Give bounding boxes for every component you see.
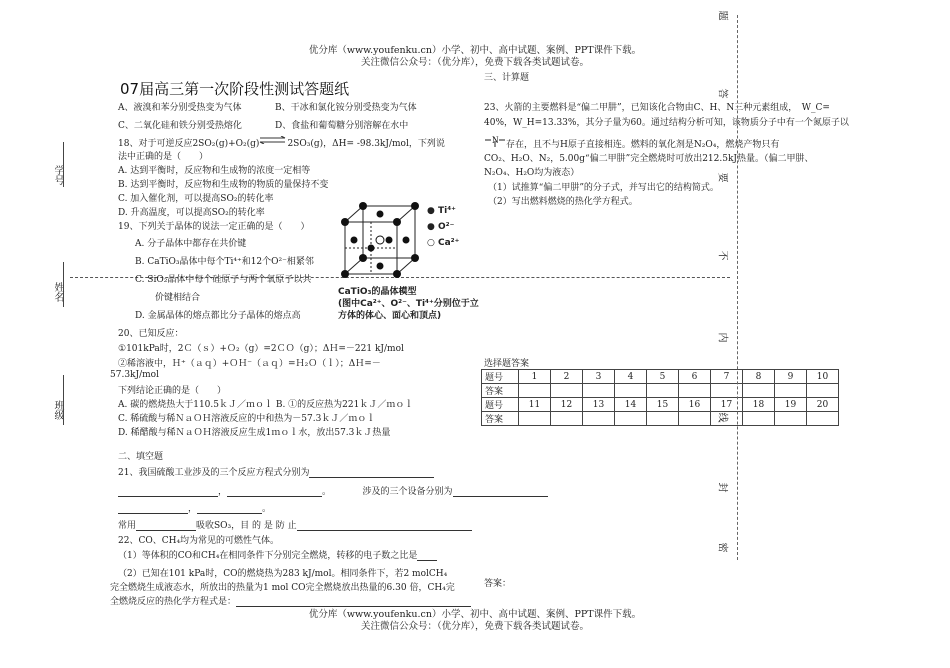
answer-cell[interactable] xyxy=(647,384,679,398)
crystal-caption-3: 方体的体心、面心和顶点) xyxy=(338,311,442,321)
question-number-cell: 7 xyxy=(711,370,743,384)
question-number-cell: 17 xyxy=(711,398,743,412)
question-number-cell: 13 xyxy=(583,398,615,412)
crystal-model-figure xyxy=(335,200,425,285)
answer-cell[interactable] xyxy=(519,412,551,426)
equilibrium-arrow-icon xyxy=(259,136,287,147)
q19-option-c: C. SiO₂晶体中每个硅原子与两个氧原子以共 xyxy=(135,275,312,285)
q21-line-1: 21、我国硫酸工业涉及的三个反应方程式分别为 xyxy=(118,465,434,478)
q23-question-1: （1）试推算“偏二甲肼”的分子式，并写出它的结构简式。 xyxy=(488,183,719,193)
q21-blank-1[interactable] xyxy=(309,466,434,478)
answer-cell[interactable] xyxy=(583,384,615,398)
crystal-caption-1: CaTiO₃的晶体模型 xyxy=(338,287,417,297)
question-number-cell: 15 xyxy=(647,398,679,412)
footer-line-2: 关注微信公众号：（优分库），免费下载各类试题试卷。 xyxy=(360,621,589,632)
question-number-cell: 6 xyxy=(679,370,711,384)
answer-cell[interactable] xyxy=(583,412,615,426)
q20-stem: 20、已知反应： xyxy=(118,329,184,339)
student-no-label: 学号 xyxy=(52,165,63,185)
q18-option-c: C. 加入催化剂，可以提高SO₂的转化率 xyxy=(118,194,274,204)
prev-option-b: B、干冰和氯化铵分别受热变为气体 xyxy=(275,103,417,113)
answer-cell[interactable] xyxy=(679,412,711,426)
q19-option-d: D. 金属晶体的熔点都比分子晶体的熔点高 xyxy=(135,311,301,321)
legend-ca: ○ Ca²⁺ xyxy=(427,238,460,248)
q18-stem-2: 法中正确的是（ ） xyxy=(118,152,209,162)
prev-option-a: A、液溴和苯分别受热变为气体 xyxy=(118,103,242,113)
q23-line-2: 40%，W_H=13.33%，其分子量为60。通过结构分析可知，该物质分子中有一个氮原子以 xyxy=(484,118,849,128)
q21-blank-6[interactable] xyxy=(197,502,262,514)
answer-cell[interactable] xyxy=(807,412,839,426)
svg-text:N: N xyxy=(492,135,499,145)
answer-cell[interactable] xyxy=(743,412,775,426)
question-number-cell: 8 xyxy=(743,370,775,384)
crystal-caption-2: (图中Ca²⁺、O²⁻、Ti⁴⁺分别位于立 xyxy=(338,299,479,309)
question-number-cell: 1 xyxy=(519,370,551,384)
question-number-cell: 9 xyxy=(775,370,807,384)
table-row xyxy=(482,398,839,412)
legend-o: ● O²⁻ xyxy=(427,222,455,232)
answer-cell[interactable] xyxy=(519,384,551,398)
name-label: 姓名 xyxy=(52,282,63,302)
margin-char: 封 xyxy=(716,482,728,493)
question-number-cell: 18 xyxy=(743,398,775,412)
calc-section-title: 三、计算题 xyxy=(484,73,530,83)
q20-reaction-2-cont: 57.3kJ/mol xyxy=(110,370,159,380)
q23-line-1: 23、火箭的主要燃料是“偏二甲肼”，已知该化合物由C、H、N三种元素组成， W_C= xyxy=(484,103,830,113)
answer-label: 答案： xyxy=(484,579,512,589)
q20-ask: 下列结论正确的是（ ） xyxy=(118,386,227,396)
answer-cell[interactable] xyxy=(775,412,807,426)
q18-stem: 18、对于可逆反应2SO₂(g)+O₂(g) 2SO₃(g)，ΔH= -98.3kJ/mol，下列说 xyxy=(118,136,445,149)
q22-part-2a: （2）已知在101 kPa时，CO的燃烧热为283 kJ/mol。相同条件下，若2 molCH₄ xyxy=(118,569,448,579)
answer-cell[interactable] xyxy=(743,384,775,398)
question-number-cell: 11 xyxy=(519,398,551,412)
answer-cell[interactable] xyxy=(615,384,647,398)
q22-part-1: （1）等体积的CO和CH₄在相同条件下分别完全燃烧，转移的电子数之比是 xyxy=(118,548,437,561)
class-label: 班级 xyxy=(52,400,63,420)
row-label: 答案 xyxy=(482,412,519,426)
question-number-cell: 3 xyxy=(583,370,615,384)
name-line[interactable] xyxy=(63,262,64,307)
table-row xyxy=(482,384,839,398)
row-label: 题号 xyxy=(482,398,519,412)
q21-line-3: ， 。 xyxy=(118,501,271,514)
answer-cell[interactable] xyxy=(615,412,647,426)
q23-line-4: CO₂、H₂O、N₂，5.00g“偏二甲肼”完全燃烧时可放出212.5kJ热量。（偏二甲肼、 xyxy=(484,154,814,164)
table-row xyxy=(482,412,839,426)
answer-table-title: 选择题答案 xyxy=(484,359,530,369)
question-number-cell: 5 xyxy=(647,370,679,384)
q19-option-a: A. 分子晶体中都存在共价键 xyxy=(135,239,247,249)
row-label: 题号 xyxy=(482,370,519,384)
margin-char: 题 xyxy=(716,10,728,21)
q21-blank-2[interactable] xyxy=(118,485,218,497)
nitrogen-bond-icon xyxy=(484,133,506,150)
ti-dot-icon: ● xyxy=(427,206,435,216)
crystal-cube-icon xyxy=(335,200,425,282)
margin-char: 要 xyxy=(716,172,728,183)
q20-option-d: D. 稀醋酸与稀ＮａＯＨ溶液反应生成1ｍｏｌ水，放出57.3ｋＪ热量 xyxy=(118,428,391,438)
answer-cell[interactable] xyxy=(807,384,839,398)
student-no-line[interactable] xyxy=(63,142,64,187)
answer-cell[interactable] xyxy=(551,412,583,426)
q18-option-b: B. 达到平衡时，反应物和生成物的物质的量保持不变 xyxy=(118,180,329,190)
q21-blank-3[interactable] xyxy=(227,485,322,497)
answer-cell[interactable] xyxy=(679,384,711,398)
row-label: 答案 xyxy=(482,384,519,398)
class-line[interactable] xyxy=(63,375,64,425)
legend-ti: ● Ti⁴⁺ xyxy=(427,206,456,216)
header-line-1: 优分库（www.youfenku.cn）小学、初中、高中试题、案例、PPT课件下载。 xyxy=(308,45,642,56)
header-line-2: 关注微信公众号：（优分库），免费下载各类试题试卷。 xyxy=(360,57,589,68)
answer-cell[interactable] xyxy=(647,412,679,426)
q22-blank-1[interactable] xyxy=(417,549,437,561)
margin-char: 不 xyxy=(716,250,728,261)
q22-part-2b: 完全燃烧生成液态水，所放出的热量为1 mol CO完全燃烧放出热量的6.30 倍，CH₄完 xyxy=(110,583,455,593)
answer-cell[interactable] xyxy=(775,384,807,398)
answer-cell[interactable] xyxy=(551,384,583,398)
q21-blank-7[interactable] xyxy=(136,519,196,531)
question-number-cell: 12 xyxy=(551,398,583,412)
q21-line-4: 常用 吸收SO₃，目 的 是 防 止 xyxy=(118,518,472,531)
q20-option-c: C. 稀硫酸与稀ＮａＯＨ溶液反应的中和热为－57.3ｋＪ／ｍｏｌ xyxy=(118,414,376,424)
q21-blank-5[interactable] xyxy=(118,502,188,514)
fill-section-title: 二、填空题 xyxy=(118,452,164,462)
margin-char: 密 xyxy=(716,542,728,553)
q19-option-c-cont: 价键相结合 xyxy=(155,293,201,303)
page-title: 07届高三第一次阶段性测试答题纸 xyxy=(120,80,350,98)
margin-char: 内 xyxy=(716,332,728,343)
q19-option-b: B. CaTiO₃晶体中每个Ti⁴⁺和12个O²⁻相紧邻 xyxy=(135,257,314,267)
q18-option-a: A. 达到平衡时，反应物和生成物的浓度一定相等 xyxy=(118,166,311,176)
margin-char: 线 xyxy=(716,412,728,423)
margin-char: 答 xyxy=(716,88,728,99)
question-number-cell: 4 xyxy=(615,370,647,384)
q20-option-ab: A. 碳的燃烧热大于110.5ｋＪ／ｍｏｌ B. ①的反应热为221ｋＪ／ｍｏｌ xyxy=(118,400,414,410)
prev-option-d: D、食盐和葡萄糖分别溶解在水中 xyxy=(275,121,409,131)
q23-line-3: N 存在，且不与H原子直接相连。燃料的氧化剂是N₂O₄，燃烧产物只有 xyxy=(484,133,779,150)
q23-line-5: N₂O₄、H₂O均为液态） xyxy=(484,168,580,178)
question-number-cell: 14 xyxy=(615,398,647,412)
question-number-cell: 16 xyxy=(679,398,711,412)
ca-circle-icon: ○ xyxy=(427,238,435,248)
o-dot-icon: ● xyxy=(427,222,435,232)
question-number-cell: 20 xyxy=(807,398,839,412)
prev-option-c: C、二氧化硅和铁分别受热熔化 xyxy=(118,121,242,131)
q21-blank-4[interactable] xyxy=(453,485,548,497)
question-number-cell: 19 xyxy=(775,398,807,412)
footer-line-1: 优分库（www.youfenku.cn）小学、初中、高中试题、案例、PPT课件下载。 xyxy=(308,609,642,620)
q20-reaction-2: ②稀溶液中，Ｈ⁺（ａｑ）+ＯＨ⁻（ａｑ）=Ｈ₂Ｏ（ｌ）；ΔＨ=－ xyxy=(118,359,381,369)
q18-option-d: D. 升高温度，可以提高SO₂的转化率 xyxy=(118,208,265,218)
q22-part-2c: 全燃烧反应的热化学方程式是： xyxy=(110,594,471,607)
binding-line xyxy=(737,15,738,560)
q20-reaction-1: ①101kPa时，2Ｃ（ｓ）+Ｏ₂（g）=2ＣＯ（g）；ΔＨ=－221 kJ/mol xyxy=(118,344,404,354)
q21-blank-8[interactable] xyxy=(297,519,472,531)
question-number-cell: 10 xyxy=(807,370,839,384)
q21-line-2: ， 。 涉及的三个设备分别为 xyxy=(118,484,548,497)
answer-table xyxy=(481,369,839,426)
q19-stem: 19、下列关于晶体的说法一定正确的是（ ） xyxy=(118,222,310,232)
q22-stem: 22、CO、CH₄均为常见的可燃性气体。 xyxy=(118,536,280,546)
question-number-cell: 2 xyxy=(551,370,583,384)
q23-question-2: （2）写出燃料燃烧的热化学方程式。 xyxy=(488,197,638,207)
table-row xyxy=(482,370,839,384)
